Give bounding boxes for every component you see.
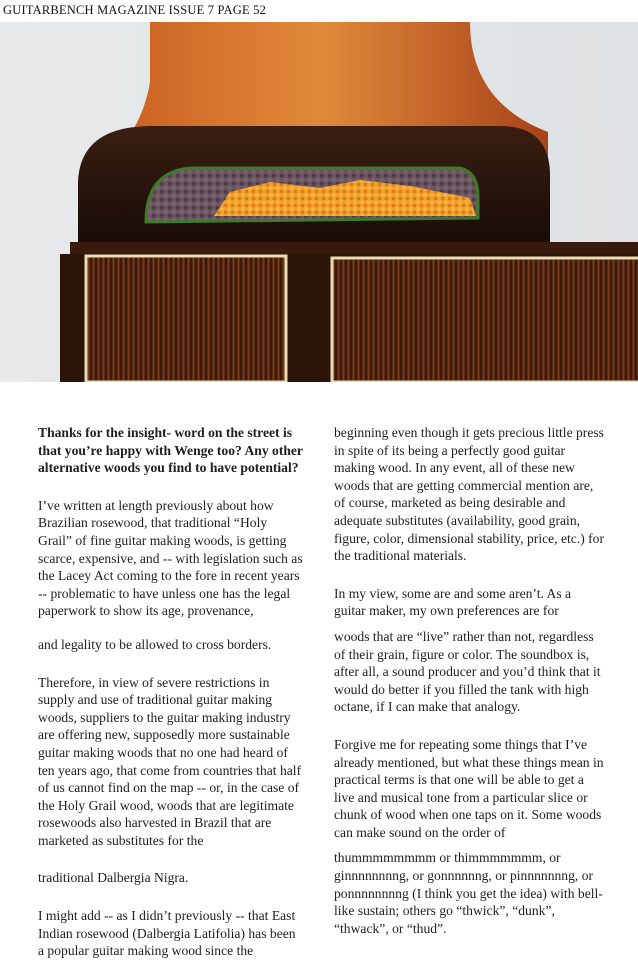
guitar-heel-photo	[0, 22, 638, 382]
answer-paragraph: I might add -- as I didn’t previously -- that East Indian rosewood (Dalbergia Latifolia) has been a popular guitar making wood since the	[38, 908, 296, 959]
page-header: GUITARBENCH MAGAZINE ISSUE 7 PAGE 52	[3, 3, 267, 17]
left-text-column	[38, 424, 304, 980]
answer-paragraph: thummmmmmmm or thimmmmmmm, or ginnnnnnnng, or gonnnnnng, or pinnnnnnng, or ponnnnnnnng (I think you get the idea) with bell-like sustain; others go “thwick”, “dunk”, “thwack”, or “thud”.	[334, 850, 603, 936]
answer-paragraph: woods that are “live” rather than not, regardless of their grain, figure or color. The soundbox is, after all, a sound producer and you’d think that it would do better if you filled the tank with high octane, if I can make that analogy.	[334, 628, 601, 715]
answer-paragraph: beginning even though it gets precious little press in spite of its being a perfectly good guitar making wood. In any event, all of these new woods that are getting commercial mention are, of course, marketed as being desirable and adequate substitutes (availability, good grain, figure, color, dimensional stability, price, etc.) for the traditional materials.	[334, 425, 604, 564]
answer-paragraph: Therefore, in view of severe restrictions in supply and use of traditional guitar making woods, suppliers to the guitar making industry are offering new, supposedly more sustainable guitar making woods that no one had heard of ten years ago, that come from countries that half of us cannot find on the map -- or, in the case of the Holy Grail wood, woods that are legitimate rosewoods also harvested in Brazil that are marketed as substitutes for the	[38, 674, 302, 848]
interview-question: Thanks for the insight- word on the street is that you’re happy with Wenge too? Any other alternative woods you find to have potential?	[38, 425, 303, 476]
answer-paragraph: and legality to be allowed to cross borders.	[38, 636, 272, 652]
answer-paragraph: Forgive me for repeating some things that I’ve already mentioned, but what these things mean in practical terms is that one will be able to get a live and musical tone from a particular slice or chunk of wood when one taps on it. Some woods can make sound on the order of	[334, 736, 604, 840]
answer-paragraph: I’ve written at length previously about how Brazilian rosewood, that traditional “Holy Grail” of fine guitar making woods, is getting scarce, expensive, and -- with legislation such as the Lacey Act coming to the fore in recent years -- problematic to have unless one has the legal paperwork to show its age, provenance,	[38, 497, 303, 619]
answer-paragraph: traditional Dalbergia Nigra.	[38, 870, 189, 886]
right-text-column	[334, 424, 604, 957]
answer-paragraph: In my view, some are and some aren’t. As a guitar maker, my own preferences are for	[334, 585, 572, 619]
